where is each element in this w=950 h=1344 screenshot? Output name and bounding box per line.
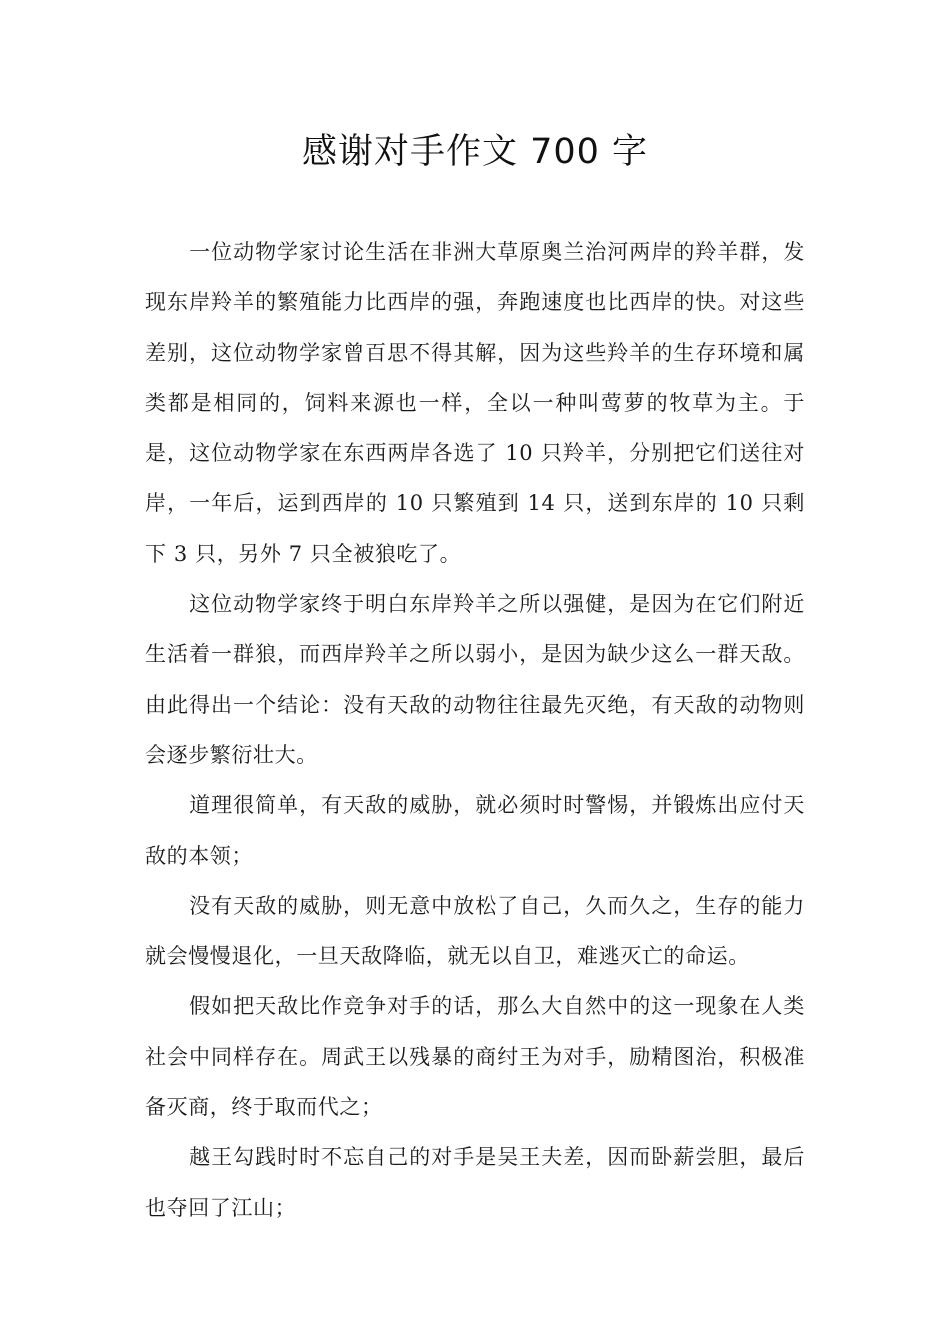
document-title: 感谢对手作文 700 字 [301, 132, 649, 172]
paragraph-6: 越王勾践时时不忘自己的对手是吴王夫差，因而卧薪尝胆，最后也夺回了江山； [145, 1145, 805, 1220]
paragraph-3: 道理很简单，有天敌的威胁，就必须时时警惕，并锻炼出应付天敌的本领； [145, 793, 805, 868]
paragraph-5: 假如把天敌比作竞争对手的话，那么大自然中的这一现象在人类社会中同样存在。周武王以残暴的商纣王为对手，励精图治，积极准备灭商，终于取而代之； [145, 994, 805, 1120]
paragraph-2: 这位动物学家终于明白东岸羚羊之所以强健，是因为在它们附近生活着一群狼，而西岸羚羊之所以弱小，是因为缺少这么一群天敌。由此得出一个结论：没有天敌的动物往往最先灭绝，有天敌的动物则会逐步繁衍壮大。 [145, 592, 805, 767]
paragraph-4: 没有天敌的威胁，则无意中放松了自己，久而久之，生存的能力就会慢慢退化，一旦天敌降临，就无以自卫，难逃灭亡的命运。 [145, 893, 805, 969]
document-body [145, 227, 805, 1233]
paragraph-1: 一位动物学家讨论生活在非洲大草原奥兰治河两岸的羚羊群，发现东岸羚羊的繁殖能力比西岸的强，奔跑速度也比西岸的快。对这些差别，这位动物学家曾百思不得其解，因为这些羚羊的生存环境和属类都是相同的，饲料来源也一样，全以一种叫莺萝的牧草为主。于是，这位动物学家在东西两岸各选了 10 只羚羊，分别把它们送往对岸，一年后，运到西岸的 10 只繁殖到 14 只，送到东岸的 10 只剩下 3 只，另外 7 只全被狼吃了。 [145, 240, 805, 566]
